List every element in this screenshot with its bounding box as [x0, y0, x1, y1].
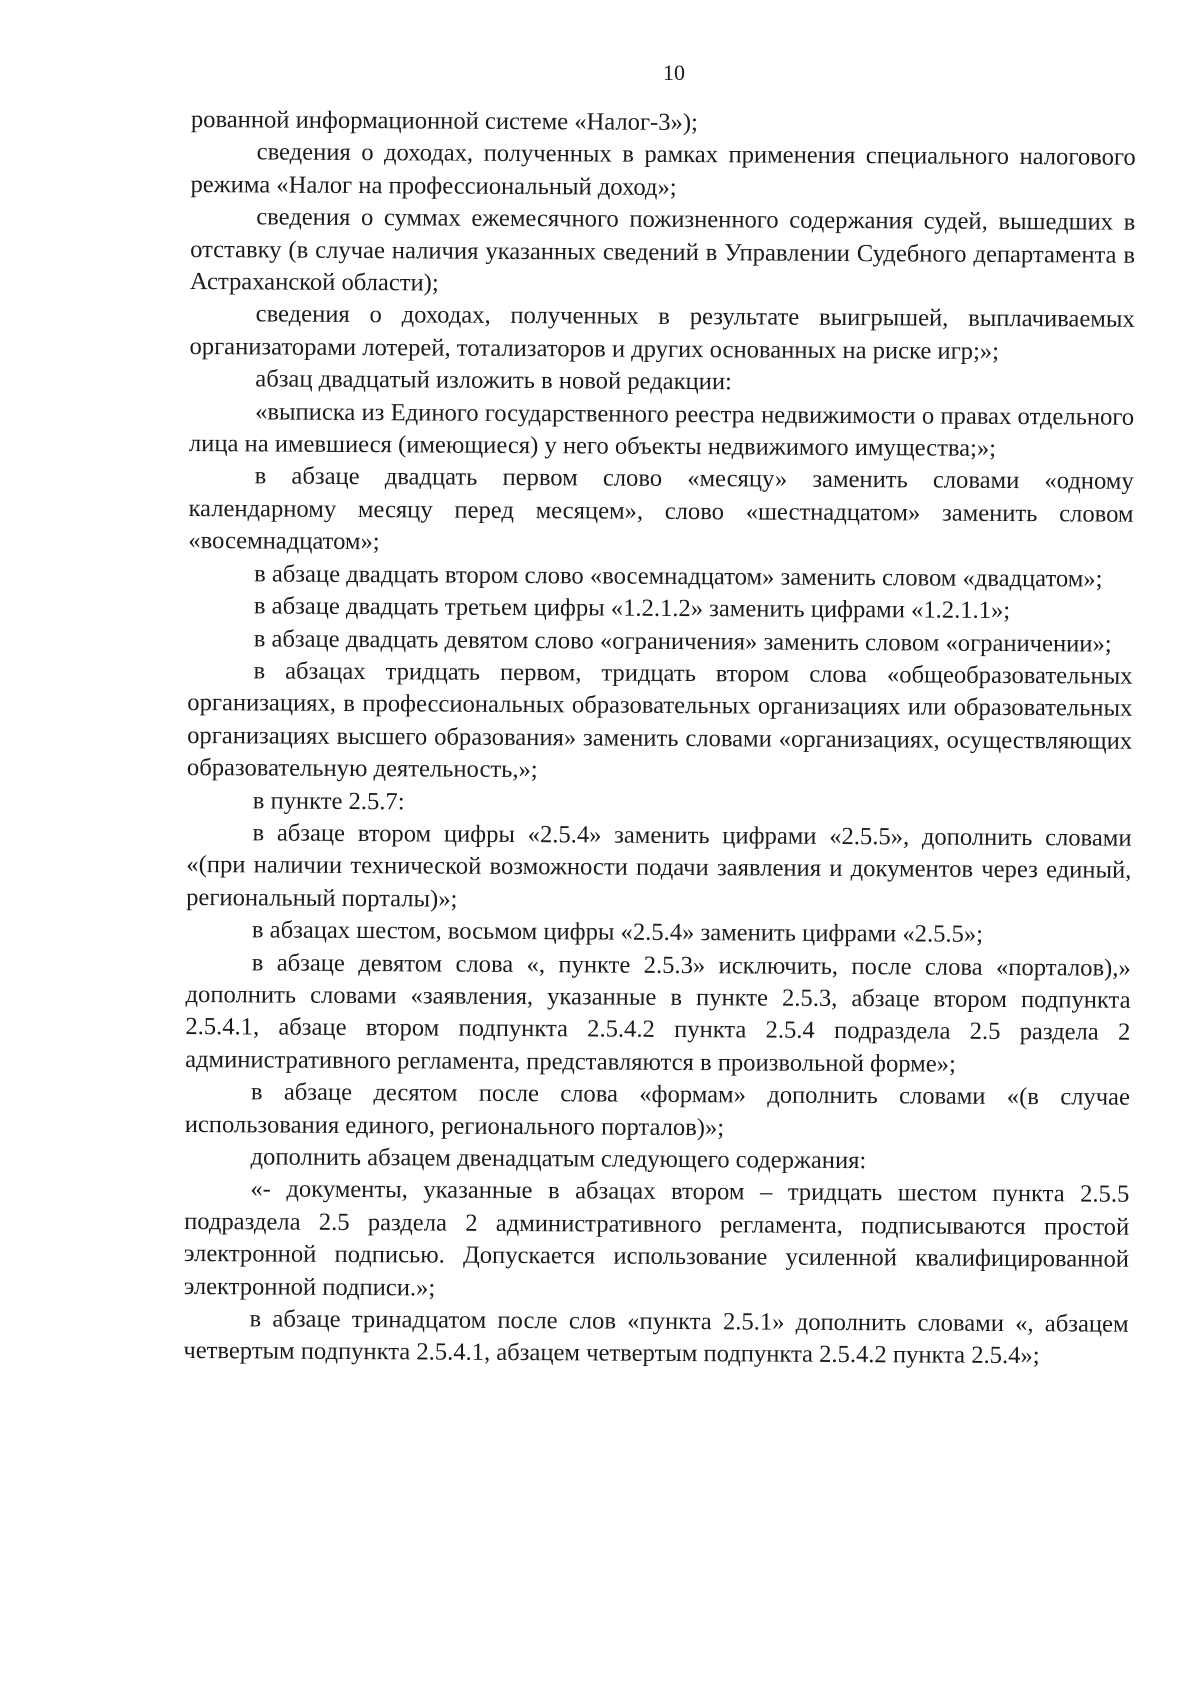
paragraph: в абзаце втором цифры «2.5.4» заменить цифрами «2.5.5», дополнить словами «(при наличии технической возможности подачи заявления и документов через единый, региональный порталы)»; — [186, 819, 1132, 913]
paragraph: сведения о доходах, полученных в рамках применения специального налогового режима «Налог на профессиональный доход»; — [190, 138, 1136, 201]
document-body — [183, 104, 1136, 1374]
paragraph: в абзаце двадцать втором слово «восемнадцатом» заменить словом «двадцатом»; — [254, 560, 1103, 593]
paragraph: сведения о доходах, полученных в результате выигрышей, выплачиваемых организаторами лотерей, тотализаторов и других основанных на риске игр;»; — [189, 300, 1135, 365]
paragraph: «- документы, указанные в абзацах втором – тридцать шестом пункта 2.5.5 подраздела 2.5 раздела 2 административного регламента, подписываются простой электронной подписью. Допускается использование усиленной квалифицированной электронной подписи.»; — [183, 1175, 1130, 1302]
paragraph: дополнить абзацем двенадцатым следующего содержания: — [250, 1143, 867, 1175]
paragraph: в абзаце десятом после слова «формам» дополнить словами «(в случае использования единого, регионального порталов)»; — [184, 1078, 1131, 1141]
paragraph: в абзаце двадцать девятом слово «ограничения» заменить словом «ограничении»; — [253, 624, 1112, 658]
paragraph: «выписка из Единого государственного реестра недвижимости о правах отдельного лица на имевшиеся (имеющиеся) у него объекты недвижимого имущества;»; — [188, 398, 1135, 462]
paragraph: в абзаце двадцать первом слово «месяцу» заменить словами «одному календарному месяцу перед месяцем», слово «шестнадцатом» заменить словом «восемнадцатом»; — [188, 462, 1134, 556]
paragraph: в абзаце тринадцатом после слов «пункта 2.5.1» дополнить словами «, абзацем четвертым подпункта 2.5.4.1, абзацем четвертым подпункта 2.5.4.2 пункта 2.5.4»; — [183, 1305, 1129, 1370]
paragraph: абзац двадцатый изложить в новой редакции: — [255, 365, 732, 396]
paragraph: в пункте 2.5.7: — [252, 786, 405, 815]
paragraph: в абзаце двадцать третьем цифры «1.2.1.2» заменить цифрами «1.2.1.1»; — [253, 592, 1011, 625]
paragraph: в абзаце девятом слова «, пункте 2.5.3» исключить, после слова «порталов),» дополнить словами «заявления, указанные в пункте 2.5.3, абзаце втором подпункта 2.5.4.1, абзаце втором подпункта 2.5.4.2 пункта 2.5.4 подраздела 2.5 раздела 2 административного регламента, представляются в произвольной форме»; — [185, 948, 1131, 1078]
paragraph: в абзацах шестом, восьмом цифры «2.5.4» заменить цифрами «2.5.5»; — [251, 916, 984, 949]
paragraph: в абзацах тридцать первом, тридцать втором слова «общеобразовательных организациях, в профессиональных образовательных организациях или образовательных организациях высшего образования» заменить словами «организациях, осуществляющих образовательную деятельность,»; — [186, 657, 1133, 784]
page-number: 10 — [663, 60, 685, 85]
paragraph: сведения о суммах ежемесячного пожизненного содержания судей, вышедших в отставку (в случае наличия указанных сведений в Управлении Судебного департамента в Астраханской области); — [189, 203, 1136, 297]
paragraph: рованной информационной системе «Налог-3»); — [190, 105, 698, 137]
